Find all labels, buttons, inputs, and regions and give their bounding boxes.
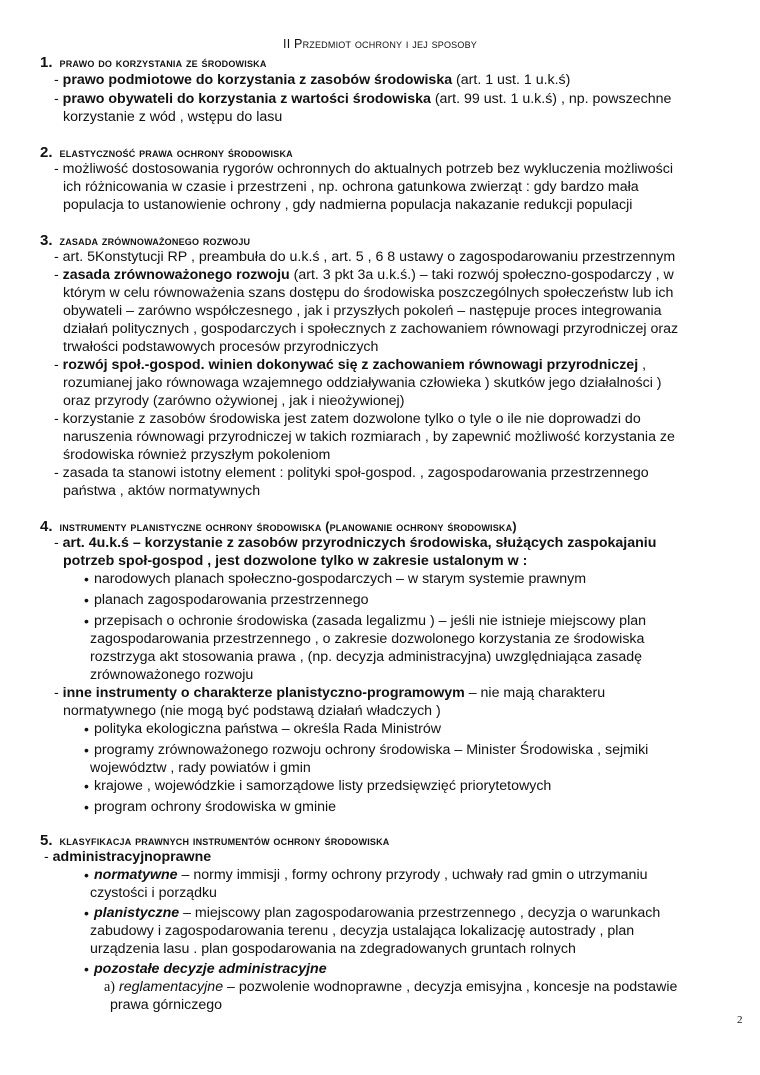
s5-item-1: - administracyjnoprawne [44,848,211,866]
section-2-title: elastyczność prawa ochrony środowiska [59,146,293,160]
section-4-title: instrumenty planistyczne ochrony środowiska (planowanie ochrony środowiska) [59,520,517,534]
s4-bullet-3-line-2: zagospodarowania przestrzennego , o zakresie dozwolonego korzystania ze środowiska [90,631,645,647]
section-4-number: 4. [40,518,53,535]
s3-item-1: - art. 5Konstytucji RP , preambuła do u.k.ś , art. 5 , 6 8 ustawy o zagospodarowaniu przestrzennym [54,248,675,266]
bullet-dot: • [84,867,89,883]
s4-bullet-7: program ochrony środowiska w gminie [94,799,337,815]
section-1-heading [40,54,267,71]
s3-item-3: - rozwój społ.-gospod. winien dokonywać się z zachowaniem równowagi przyrodniczej , [54,356,646,374]
bullet-dot: • [84,905,89,921]
s3-item-2-line-4: działań politycznych , gospodarczych i społecznych z zachowaniem równowagi przyrodniczej oraz [63,321,679,337]
s3-item-4-line-2: naruszenia równowagi przyrodniczej w takich rozmiarach , by zapewnić możliwość korzystania ze [63,429,675,445]
section-5-number: 5. [40,832,53,849]
s3-item-2-line-3: obywateli – zarówno współczesnego , jak i przyszłych pokoleń – następuje proces integrowania [63,303,662,319]
bullet-dot: • [84,742,89,758]
s1-item-1: - prawo podmiotowe do korzystania z zasobów środowiska (art. 1 ust. 1 u.k.ś) [54,71,570,89]
s5-subitem-a-line-2: prawa górniczego [110,997,222,1013]
s4-bullet-1: narodowych planach społeczno-gospodarczych – w starym systemie prawnym [94,571,587,587]
s2-item-1: - możliwość dostosowania rygorów ochronnych do aktualnych potrzeb bez wykluczenia możliwości [54,160,673,178]
bullet-dot: • [84,613,89,629]
s4-bullet-6: krajowe , wojewódzkie i samorządowe listy przedsięwzięć priorytetowych [94,778,552,794]
bullet-dot: • [84,799,89,815]
page-title: II Przedmiot ochrony i jej sposoby [283,37,477,51]
s3-item-4: - korzystanie z zasobów środowiska jest zatem dozwolone tylko o tyle o ile nie doprowadzi do [54,410,641,428]
s5-bullet-pozostale: pozostałe decyzje administracyjne [94,961,327,977]
section-5-heading [40,832,390,849]
s1-item-2-cont: korzystanie z wód , wstępu do lasu [63,109,283,125]
s1-item-2: - prawo obywateli do korzystania z wartości środowiska (art. 99 ust. 1 u.k.ś) , np. powszechne [54,90,671,108]
section-2-heading [40,144,293,161]
section-3-number: 3. [40,232,53,249]
s4-item-2-line-2: normatywnego (nie mogą być podstawą działań władczych ) [63,703,441,719]
s3-item-5: - zasada ta stanowi istotny element : polityki społ-gospod. , zagospodarowania przestrzennego [54,464,649,482]
s5-subitem-a: a) reglamentacyjne – pozwolenie wodnoprawne , decyzja emisyjna , koncesje na podstawie [104,979,678,995]
page-number: 2 [737,1014,743,1026]
s5-bullet-normatywne: normatywne – normy immisji , formy ochrony przyrody , uchwały rad gmin o utrzymaniu [94,867,648,883]
section-1-number: 1. [40,54,53,71]
s4-bullet-5: programy zrównoważonego rozwoju ochrony środowiska – Minister Środowiska , sejmiki [94,742,649,758]
s5-bullet-planistyczne-line-2: zabudowy i zagospodarowania terenu , decyzja ustalająca lokalizację autostrady , plan [90,923,635,939]
s5-bullet-normatywne-line-2: czystości i porządku [90,885,217,901]
s2-item-1-line-3: populacja to ustanowienie ochrony , gdy nadmierna populacja nakazanie redukcji populacji [63,197,633,213]
section-1-title: prawo do korzystania ze środowiska [59,56,267,70]
s3-item-3-line-3: oraz przyrody (zarówno ożywionej , jak i nieożywionej) [63,393,405,409]
bullet-dot: • [84,592,89,608]
bullet-dot: • [84,778,89,794]
s3-item-2-line-2: którym w celu równoważenia szans dostępu do środowiska poszczególnych społeczeństw lub ich [63,285,674,301]
section-3-heading [40,232,250,249]
section-3-title: zasada zrównoważonego rozwoju [59,234,251,248]
s3-item-2-line-5: trwałości podstawowych procesów przyrodniczych [63,339,379,355]
subitem-marker: a) [104,979,116,995]
s4-bullet-3-line-4: zrównoważonego rozwoju [90,667,254,683]
section-5-title: klasyfikacja prawnych instrumentów ochrony środowiska [59,834,390,848]
section-4-heading [40,518,517,535]
s4-bullet-4: polityka ekologiczna państwa – określa Rada Ministrów [94,721,441,737]
s4-item-1: - art. 4u.k.ś – korzystanie z zasobów przyrodniczych środowiska, służących zaspokajaniu [54,534,656,552]
s4-bullet-3: przepisach o ochronie środowiska (zasada legalizmu ) – jeśli nie istnieje miejscowy plan [94,613,646,629]
s4-item-1-line-2: potrzeb społ-gospod , jest dozwolone tylko w zakresie ustalonym w : [63,553,528,569]
s2-item-1-line-2: ich różnicowania w czasie i przestrzeni , np. ochrona gatunkowa zwierząt : gdy bardzo mała [63,179,639,195]
bullet-dot: • [84,571,89,587]
s4-bullet-5-line-2: województw , rady powiatów i gmin [90,760,311,776]
s3-item-5-line-2: państwa , aktów normatywnych [63,483,261,499]
s4-bullet-2: planach zagospodarowania przestrzennego [94,592,369,608]
s3-item-4-line-3: środowiska również przyszłym pokoleniom [63,447,331,463]
s3-item-3-line-2: rozumianej jako równowaga wzajemnego oddziaływania człowieka ) skutków jego działalności ) [63,375,662,391]
s5-bullet-planistyczne: planistyczne – miejscowy plan zagospodarowania przestrzennego , decyzja o warunkach [94,905,661,921]
s4-item-2: - inne instrumenty o charakterze planistyczno-programowym – nie mają charakteru [54,684,605,702]
s5-bullet-planistyczne-line-3: urządzenia lasu . plan gospodarowania na zdegradowanych gruntach rolnych [90,941,576,957]
section-2-number: 2. [40,144,53,161]
bullet-dot: • [84,961,89,977]
bullet-dot: • [84,721,89,737]
s3-item-2: - zasada zrównoważonego rozwoju (art. 3 pkt 3a u.k.ś.) – taki rozwój społeczno-gospodarczy , w [54,266,674,284]
s4-bullet-3-line-3: rozstrzyga akt stosowania prawa , (np. decyzja administracyjna) uwzględniająca zasadę [90,649,643,665]
